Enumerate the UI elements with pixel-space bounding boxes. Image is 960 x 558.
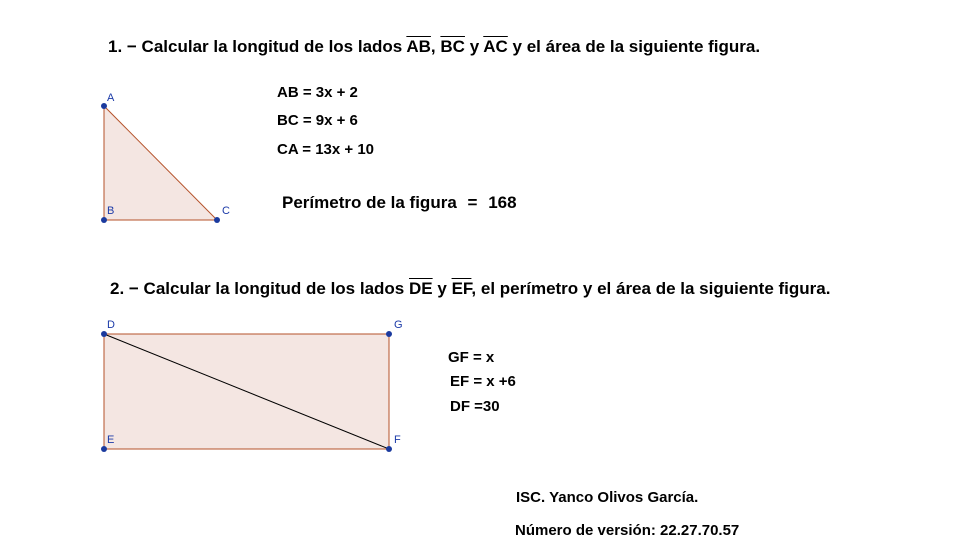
point-d-label: D [107,319,115,331]
author-credit: ISC. Yanco Olivos García. [516,489,699,506]
version-number: Número de versión: 22.27.70.57 [515,522,740,539]
segment-de-label: $\overline{DE}$ [409,279,433,298]
problem1-title-suffix: y el área de la siguiente figura. [512,37,761,56]
problem1-separator: , [430,37,436,56]
point-g-label: G [394,319,403,331]
segment-ab-label: $\overline{AB}$ [406,37,431,56]
point-b[interactable] [101,217,107,223]
equation-df: DF =30 [450,398,500,415]
point-g[interactable] [386,331,392,337]
triangle-abc [104,106,217,220]
point-e[interactable] [101,446,107,452]
problem2-conjunction: y [437,279,447,298]
point-e-label: E [107,434,115,446]
perimeter-value: 168 [488,193,517,212]
problem1-conjunction: y [469,37,480,56]
segment-ef-label: $\overline{EF}$ [451,279,472,298]
perimeter-label: Perímetro de la figura [282,193,457,212]
segment-ac-label: $\overline{AC}$ [483,37,508,56]
problem2-separator: , [471,279,477,298]
segment-bc-label: $\overline{BC}$ [440,37,465,56]
point-c[interactable] [214,217,220,223]
problem2-title-prefix: 2. − Calcular la longitud de los lados [110,279,405,298]
point-d[interactable] [101,331,107,337]
point-f-label: F [394,434,401,446]
point-c-label: C [222,205,230,217]
equation-bc: BC = 9x + 6 [277,112,358,129]
equation-ca: CA = 13x + 10 [277,141,375,158]
equation-ab: AB = 3x + 2 [277,84,358,101]
point-f[interactable] [386,446,392,452]
perimeter-equals: = [467,193,478,212]
problem1-title-prefix: 1. − Calcular la longitud de los lados [108,37,403,56]
point-b-label: B [107,205,115,217]
point-a-label: A [107,92,115,104]
equation-ef: EF = x +6 [450,373,516,390]
problem2-title-suffix: el perímetro y el área de la siguiente figura. [480,279,831,298]
equation-gf: GF = x [448,349,495,366]
